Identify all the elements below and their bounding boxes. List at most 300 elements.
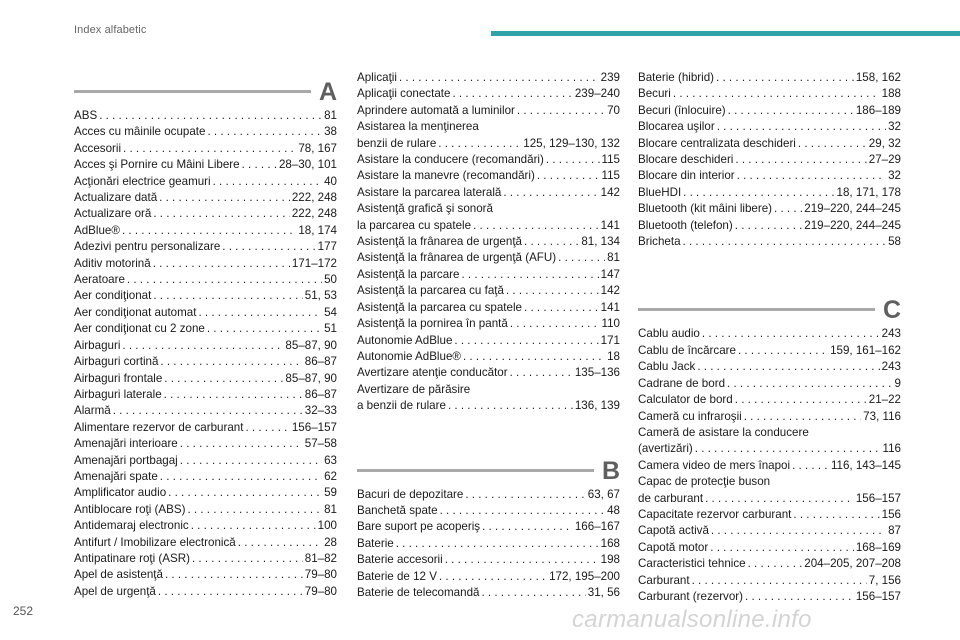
dot-leader bbox=[438, 136, 521, 152]
index-entry-pages: 73, 116 bbox=[863, 409, 901, 423]
index-entry-pages: 32 bbox=[888, 169, 901, 183]
index-entry-label: Airbaguri laterale bbox=[74, 387, 162, 401]
index-entry-label: Becuri (înlocuire) bbox=[638, 103, 726, 117]
index-entry-label: Alarmă bbox=[74, 404, 111, 418]
dot-leader bbox=[153, 288, 302, 304]
index-entry-pages: 40 bbox=[324, 174, 337, 188]
index-entry-pages: 51, 53 bbox=[304, 289, 337, 303]
dot-leader bbox=[191, 518, 316, 534]
index-entry-list bbox=[74, 108, 337, 600]
index-entry bbox=[638, 343, 901, 359]
index-entry bbox=[638, 441, 901, 457]
index-entry bbox=[357, 349, 620, 365]
index-entry-label: Antipatinare roţi (ASR) bbox=[74, 551, 190, 565]
index-entry-label: Asistenţă la frânarea de urgenţă bbox=[357, 235, 522, 249]
dot-leader bbox=[198, 305, 322, 321]
dot-leader bbox=[238, 535, 322, 551]
index-entry-pages: 171–172 bbox=[291, 256, 337, 270]
index-entry-pages: 85–87, 90 bbox=[285, 338, 337, 352]
index-entry bbox=[357, 300, 620, 316]
index-entry-pages: 18 bbox=[607, 349, 620, 363]
index-entry bbox=[357, 519, 620, 535]
dot-leader bbox=[160, 469, 322, 485]
index-entry-pages: 32 bbox=[888, 120, 901, 134]
index-entry-pages: 142 bbox=[600, 185, 620, 199]
index-entry bbox=[357, 552, 620, 568]
index-entry-label: Acţionări electrice geamuri bbox=[74, 174, 211, 188]
index-entry-pages: 198 bbox=[600, 553, 620, 567]
dot-leader bbox=[673, 86, 880, 102]
index-entry-pages: 158, 162 bbox=[855, 71, 901, 84]
index-entry-pages: 87 bbox=[888, 524, 901, 538]
index-entry-label: Aer condiţionat automat bbox=[74, 305, 197, 319]
index-entry-label: Bare suport pe acoperiş bbox=[357, 520, 481, 534]
index-entry-label: Amplificator audio bbox=[74, 486, 167, 500]
section-letter-c: C bbox=[882, 296, 901, 325]
index-column-1 bbox=[74, 78, 337, 600]
dot-leader bbox=[452, 86, 572, 102]
index-entry bbox=[74, 453, 337, 469]
dot-leader bbox=[695, 441, 881, 457]
dot-leader bbox=[465, 487, 585, 503]
index-entry bbox=[74, 305, 337, 321]
index-entry-pages: 79–80 bbox=[304, 584, 337, 598]
dot-leader bbox=[745, 589, 854, 605]
index-entry bbox=[74, 535, 337, 551]
index-entry-pages: 156 bbox=[881, 507, 901, 521]
index-entry bbox=[74, 256, 337, 272]
index-entry bbox=[74, 567, 337, 583]
index-entry bbox=[638, 491, 901, 507]
index-entry-pages: 243 bbox=[881, 360, 901, 374]
index-entry-pages: 171 bbox=[600, 333, 620, 347]
index-entry bbox=[74, 223, 337, 239]
index-entry bbox=[357, 168, 620, 184]
index-entry-pages: 48 bbox=[607, 503, 620, 517]
index-entry bbox=[357, 585, 620, 601]
index-entry bbox=[357, 136, 620, 152]
index-entry-label: Aprindere automată a luminilor bbox=[357, 103, 515, 117]
index-entry-label: Becuri bbox=[638, 87, 671, 101]
index-entry bbox=[357, 267, 620, 283]
index-entry-pages: 81 bbox=[324, 502, 337, 516]
index-entry-label: Bricheta bbox=[638, 235, 681, 249]
dot-leader bbox=[683, 185, 834, 201]
index-entry-lead: Cameră de asistare la conducere bbox=[638, 425, 809, 439]
dot-leader bbox=[735, 152, 866, 168]
index-entry-pages: 7, 156 bbox=[868, 573, 901, 587]
index-entry bbox=[638, 458, 901, 474]
dot-leader bbox=[207, 124, 322, 140]
dot-leader bbox=[728, 103, 854, 119]
index-entry-pages: 21–22 bbox=[868, 393, 901, 407]
dot-leader bbox=[738, 343, 828, 359]
dot-leader bbox=[127, 272, 322, 288]
index-entry bbox=[74, 387, 337, 403]
index-entry-pages: 81–82 bbox=[304, 551, 337, 565]
dot-leader bbox=[737, 168, 886, 184]
index-entry bbox=[74, 584, 337, 600]
index-entry-label: Baterie accesorii bbox=[357, 553, 443, 567]
index-entry-pages: 63, 67 bbox=[587, 487, 620, 501]
index-entry bbox=[74, 141, 337, 157]
index-entry-pages: 31, 56 bbox=[587, 585, 620, 599]
dot-leader bbox=[213, 174, 322, 190]
index-entry-label: Bluetooth (kit mâini libere) bbox=[638, 202, 773, 216]
index-entry-label: Antiblocare roţi (ABS) bbox=[74, 502, 186, 516]
index-entry-pages: 58 bbox=[888, 235, 901, 249]
index-entry bbox=[638, 589, 901, 605]
dot-leader bbox=[187, 502, 322, 518]
index-entry bbox=[357, 283, 620, 299]
dot-leader bbox=[192, 551, 303, 567]
index-entry bbox=[74, 190, 337, 206]
header-title: Index alfabetic bbox=[74, 24, 147, 36]
dot-leader bbox=[702, 326, 880, 342]
index-entry-label: Airbaguri bbox=[74, 338, 121, 352]
dot-leader bbox=[558, 250, 605, 266]
index-entry-label: Blocare deschideri bbox=[638, 153, 734, 167]
section-header-c bbox=[638, 296, 901, 326]
index-entry-pages: 85–87, 90 bbox=[285, 371, 337, 385]
index-entry-label: Amenajări interioare bbox=[74, 437, 178, 451]
dot-leader bbox=[448, 398, 573, 414]
dot-leader bbox=[510, 316, 600, 332]
index-entry bbox=[74, 551, 337, 567]
index-entry-label: Asistenţă la parcarea cu faţă bbox=[357, 284, 504, 298]
dot-leader bbox=[735, 218, 803, 234]
index-entry-label: Cablu de încărcare bbox=[638, 343, 736, 357]
index-entry-lead: Avertizare de părăsire bbox=[357, 382, 471, 396]
dot-leader bbox=[461, 267, 598, 283]
index-entry-label: Banchetă spate bbox=[357, 503, 438, 517]
index-entry bbox=[74, 354, 337, 370]
index-entry-label: Apel de asistenţă bbox=[74, 568, 163, 582]
dot-leader bbox=[168, 485, 322, 501]
index-entry-label: Baterie (hibrid) bbox=[638, 71, 715, 84]
index-entry-label: Asistenţă la parcarea cu spatele bbox=[357, 300, 522, 314]
dot-leader bbox=[683, 234, 887, 250]
dot-leader bbox=[798, 136, 867, 152]
dot-leader bbox=[159, 190, 290, 206]
index-entry bbox=[74, 485, 337, 501]
index-entry-label: Capacitate rezervor carburant bbox=[638, 507, 792, 521]
watermark: carmanualsonline.info bbox=[572, 606, 812, 633]
dot-leader bbox=[180, 453, 322, 469]
index-entry-label: Actualizare dată bbox=[74, 191, 158, 205]
index-entry-label: Cablu audio bbox=[638, 327, 700, 341]
index-entry bbox=[74, 321, 337, 337]
index-entry-pages: 219–220, 244–245 bbox=[804, 218, 901, 232]
index-entry-pages: 222, 248 bbox=[291, 191, 337, 205]
index-entry-pages: 168 bbox=[600, 536, 620, 550]
dot-leader bbox=[705, 491, 854, 507]
index-entry-label: Carburant bbox=[638, 573, 690, 587]
dot-leader bbox=[207, 321, 322, 337]
dot-leader bbox=[473, 218, 599, 234]
index-entry bbox=[638, 392, 901, 408]
index-entry-label: Baterie de telecomandă bbox=[357, 585, 480, 599]
index-entry bbox=[638, 556, 901, 572]
index-entry bbox=[357, 218, 620, 234]
index-entry bbox=[74, 338, 337, 354]
index-entry-label: BlueHDI bbox=[638, 185, 682, 199]
index-entry-label: a benzii de rulare bbox=[357, 399, 446, 413]
index-entry-label: la parcarea cu spatele bbox=[357, 218, 472, 232]
index-entry-pages: 29, 32 bbox=[868, 136, 901, 150]
index-entry bbox=[74, 206, 337, 222]
index-entry bbox=[638, 507, 901, 523]
index-entry-pages: 186–189 bbox=[855, 103, 901, 117]
dot-leader bbox=[242, 157, 277, 173]
index-entry-pages: 18, 174 bbox=[298, 223, 337, 237]
index-entry-label: Airbaguri cortină bbox=[74, 355, 159, 369]
index-entry-label: Aer condiţionat cu 2 zone bbox=[74, 322, 205, 336]
dot-leader bbox=[792, 458, 829, 474]
index-entry-label: AdBlue® bbox=[74, 223, 120, 237]
index-entry-label: Asistare la parcarea laterală bbox=[357, 185, 502, 199]
index-entry-pages: 141 bbox=[600, 218, 620, 232]
index-entry-pages: 79–80 bbox=[304, 568, 337, 582]
index-entry-label: Bacuri de depozitare bbox=[357, 487, 464, 501]
dot-leader bbox=[153, 206, 290, 222]
dot-leader bbox=[524, 234, 579, 250]
index-entry bbox=[638, 540, 901, 556]
index-entry bbox=[357, 333, 620, 349]
dot-leader bbox=[481, 585, 585, 601]
index-entry-lead: Asistarea la menţinerea bbox=[357, 120, 479, 134]
dot-leader bbox=[697, 359, 879, 375]
index-entry-pages: 86–87 bbox=[304, 387, 337, 401]
dot-leader bbox=[482, 519, 573, 535]
index-entry-pages: 168–169 bbox=[855, 540, 901, 554]
index-entry-pages: 156–157 bbox=[855, 491, 901, 505]
index-entry-pages: 50 bbox=[324, 273, 337, 287]
index-entry-pages: 219–220, 244–245 bbox=[804, 202, 901, 216]
section-divider-line bbox=[357, 469, 594, 472]
index-entry bbox=[74, 174, 337, 190]
index-entry bbox=[74, 124, 337, 140]
dot-leader bbox=[517, 103, 605, 119]
index-entry-pages: 51 bbox=[324, 322, 337, 336]
index-entry-label: Capotă activă bbox=[638, 524, 709, 538]
index-entry bbox=[74, 420, 337, 436]
index-entry-pages: 177 bbox=[317, 240, 337, 254]
index-entry bbox=[638, 86, 901, 102]
index-entry bbox=[357, 185, 620, 201]
dot-leader bbox=[245, 420, 289, 436]
index-entry-label: Amenajări spate bbox=[74, 469, 158, 483]
dot-leader bbox=[123, 141, 296, 157]
index-entry-label: Aditiv motorină bbox=[74, 256, 151, 270]
index-entry-label: (avertizări) bbox=[638, 442, 693, 456]
dot-leader bbox=[160, 354, 302, 370]
index-entry bbox=[74, 239, 337, 255]
index-entry-label: Aplicaţii bbox=[357, 71, 397, 84]
dot-leader bbox=[99, 108, 322, 124]
index-entry-pages: 116, 143–145 bbox=[830, 458, 901, 472]
index-entry bbox=[74, 288, 337, 304]
index-entry bbox=[638, 376, 901, 392]
index-entry-label: de carburant bbox=[638, 491, 704, 505]
index-entry-pages: 156–157 bbox=[291, 420, 337, 434]
section-header-a bbox=[74, 78, 337, 108]
index-entry-label: Capotă motor bbox=[638, 540, 709, 554]
dot-leader bbox=[445, 552, 599, 568]
index-entry bbox=[357, 536, 620, 552]
index-entry-pages: 9 bbox=[894, 376, 901, 390]
section-divider-line bbox=[638, 308, 875, 311]
index-entry-label: Asistenţă la pornirea în pantă bbox=[357, 317, 508, 331]
index-entry bbox=[74, 108, 337, 124]
index-entry-label: Apel de urgenţă bbox=[74, 584, 156, 598]
dot-leader bbox=[546, 152, 600, 168]
dot-leader bbox=[744, 409, 861, 425]
dot-leader bbox=[506, 283, 599, 299]
index-entry-pages: 239 bbox=[600, 71, 620, 84]
index-entry-pages: 156–157 bbox=[855, 589, 901, 603]
index-entry-lead: Asistenţă grafică şi sonoră bbox=[357, 202, 493, 216]
index-entry bbox=[357, 487, 620, 503]
index-entry-label: Blocare din interior bbox=[638, 169, 735, 183]
index-entry-pages: 86–87 bbox=[304, 355, 337, 369]
index-entry-pages: 172, 195–200 bbox=[549, 569, 620, 583]
index-entry bbox=[357, 86, 620, 102]
index-entry-pages: 166–167 bbox=[574, 520, 620, 534]
dot-leader bbox=[165, 567, 303, 583]
index-entry-label: Acces cu mâinile ocupate bbox=[74, 125, 206, 139]
dot-leader bbox=[113, 403, 303, 419]
index-entry-label: ABS bbox=[74, 109, 98, 122]
index-entry bbox=[74, 371, 337, 387]
index-entry-label: Caracteristici tehnice bbox=[638, 557, 746, 571]
index-entry bbox=[638, 136, 901, 152]
index-entry-pages: 116 bbox=[882, 442, 901, 456]
index-entry bbox=[357, 569, 620, 585]
index-entry-label: Baterie de 12 V bbox=[357, 569, 437, 583]
index-entry-pages: 32–33 bbox=[304, 404, 337, 418]
index-column-3 bbox=[638, 70, 901, 605]
dot-leader bbox=[396, 536, 599, 552]
index-entry-label: Calculator de bord bbox=[638, 393, 733, 407]
index-entry-pages: 27–29 bbox=[868, 153, 901, 167]
index-entry-pages: 70 bbox=[607, 103, 620, 117]
index-entry bbox=[357, 234, 620, 250]
dot-leader bbox=[537, 168, 600, 184]
index-entry bbox=[357, 365, 620, 381]
index-entry-pages: 110 bbox=[601, 317, 620, 331]
index-entry-pages: 81 bbox=[607, 251, 620, 265]
index-entry bbox=[74, 403, 337, 419]
index-entry-pages: 54 bbox=[324, 305, 337, 319]
index-entry-label: Autonomie AdBlue® bbox=[357, 349, 461, 363]
dot-leader bbox=[793, 507, 879, 523]
page-number: 252 bbox=[13, 604, 34, 618]
index-entry bbox=[638, 326, 901, 342]
dot-leader bbox=[399, 70, 599, 86]
dot-leader bbox=[439, 569, 547, 585]
index-entry-pages: 188 bbox=[881, 87, 901, 101]
index-entry-label: Aer condiţionat bbox=[74, 289, 152, 303]
index-entry-label: Asistenţă la frânarea de urgenţă (AFU) bbox=[357, 251, 557, 265]
index-entry-pages: 243 bbox=[881, 327, 901, 341]
index-entry-label: Baterie bbox=[357, 536, 394, 550]
index-entry-label: Antifurt / Imobilizare electronică bbox=[74, 535, 236, 549]
index-entry-pages: 28–30, 101 bbox=[278, 158, 337, 172]
dot-leader bbox=[122, 338, 283, 354]
dot-leader bbox=[180, 436, 303, 452]
dot-leader bbox=[710, 540, 854, 556]
dot-leader bbox=[524, 300, 599, 316]
section-letter-a: A bbox=[318, 78, 337, 106]
index-entry-label: Carburant (rezervor) bbox=[638, 589, 744, 603]
section-header-b bbox=[357, 457, 620, 487]
index-entry-pages: 38 bbox=[324, 125, 337, 139]
index-entry-label: Camera video de mers înapoi bbox=[638, 458, 791, 472]
index-entry bbox=[638, 152, 901, 168]
index-entry-pages: 78, 167 bbox=[298, 141, 337, 155]
dot-leader bbox=[774, 201, 802, 217]
index-entry-pages: 141 bbox=[600, 300, 620, 314]
index-entry bbox=[638, 234, 901, 250]
index-entry bbox=[74, 469, 337, 485]
dot-leader bbox=[503, 185, 598, 201]
index-entry bbox=[74, 436, 337, 452]
dot-leader bbox=[711, 523, 886, 539]
index-entry-pages: 142 bbox=[600, 284, 620, 298]
index-entry-pages: 63 bbox=[324, 453, 337, 467]
index-entry-pages: 204–205, 207–208 bbox=[804, 557, 901, 571]
index-entry-list bbox=[357, 70, 620, 415]
index-entry-pages: 81, 134 bbox=[581, 235, 620, 249]
dot-leader bbox=[748, 556, 803, 572]
index-entry-label: Aeratoare bbox=[74, 273, 125, 287]
index-entry bbox=[638, 103, 901, 119]
index-entry-label: Asistare la manevre (recomandări) bbox=[357, 169, 535, 183]
section-divider-line bbox=[74, 90, 311, 93]
index-entry-label: Cameră cu infraroşii bbox=[638, 409, 742, 423]
index-entry-pages: 125, 129–130, 132 bbox=[523, 136, 620, 150]
index-entry bbox=[638, 523, 901, 539]
index-entry-label: Accesorii bbox=[74, 141, 122, 155]
dot-leader bbox=[692, 573, 867, 589]
dot-leader bbox=[158, 584, 303, 600]
index-entry-label: Actualizare oră bbox=[74, 207, 152, 221]
index-entry-pages: 135–136 bbox=[574, 366, 620, 380]
dot-leader bbox=[164, 371, 283, 387]
index-entry bbox=[638, 168, 901, 184]
index-entry bbox=[638, 573, 901, 589]
index-entry-label: Cadrane de bord bbox=[638, 376, 726, 390]
index-entry bbox=[638, 119, 901, 135]
index-entry-label: Cablu Jack bbox=[638, 360, 696, 374]
dot-leader bbox=[735, 392, 867, 408]
index-entry-pages: 18, 171, 178 bbox=[836, 185, 901, 199]
dot-leader bbox=[727, 376, 893, 392]
index-entry-label: Acces şi Pornire cu Mâini Libere bbox=[74, 158, 240, 172]
index-entry-pages: 62 bbox=[324, 469, 337, 483]
index-entry-pages: 59 bbox=[324, 486, 337, 500]
index-entry bbox=[638, 218, 901, 234]
index-entry-label: Aplicaţii conectate bbox=[357, 87, 451, 101]
index-entry-pages: 28 bbox=[324, 535, 337, 549]
index-entry-label: Alimentare rezervor de carburant bbox=[74, 420, 244, 434]
index-entry bbox=[74, 157, 337, 173]
index-entry bbox=[638, 201, 901, 217]
index-entry-pages: 115 bbox=[601, 153, 620, 167]
index-entry bbox=[638, 359, 901, 375]
index-entry bbox=[357, 316, 620, 332]
